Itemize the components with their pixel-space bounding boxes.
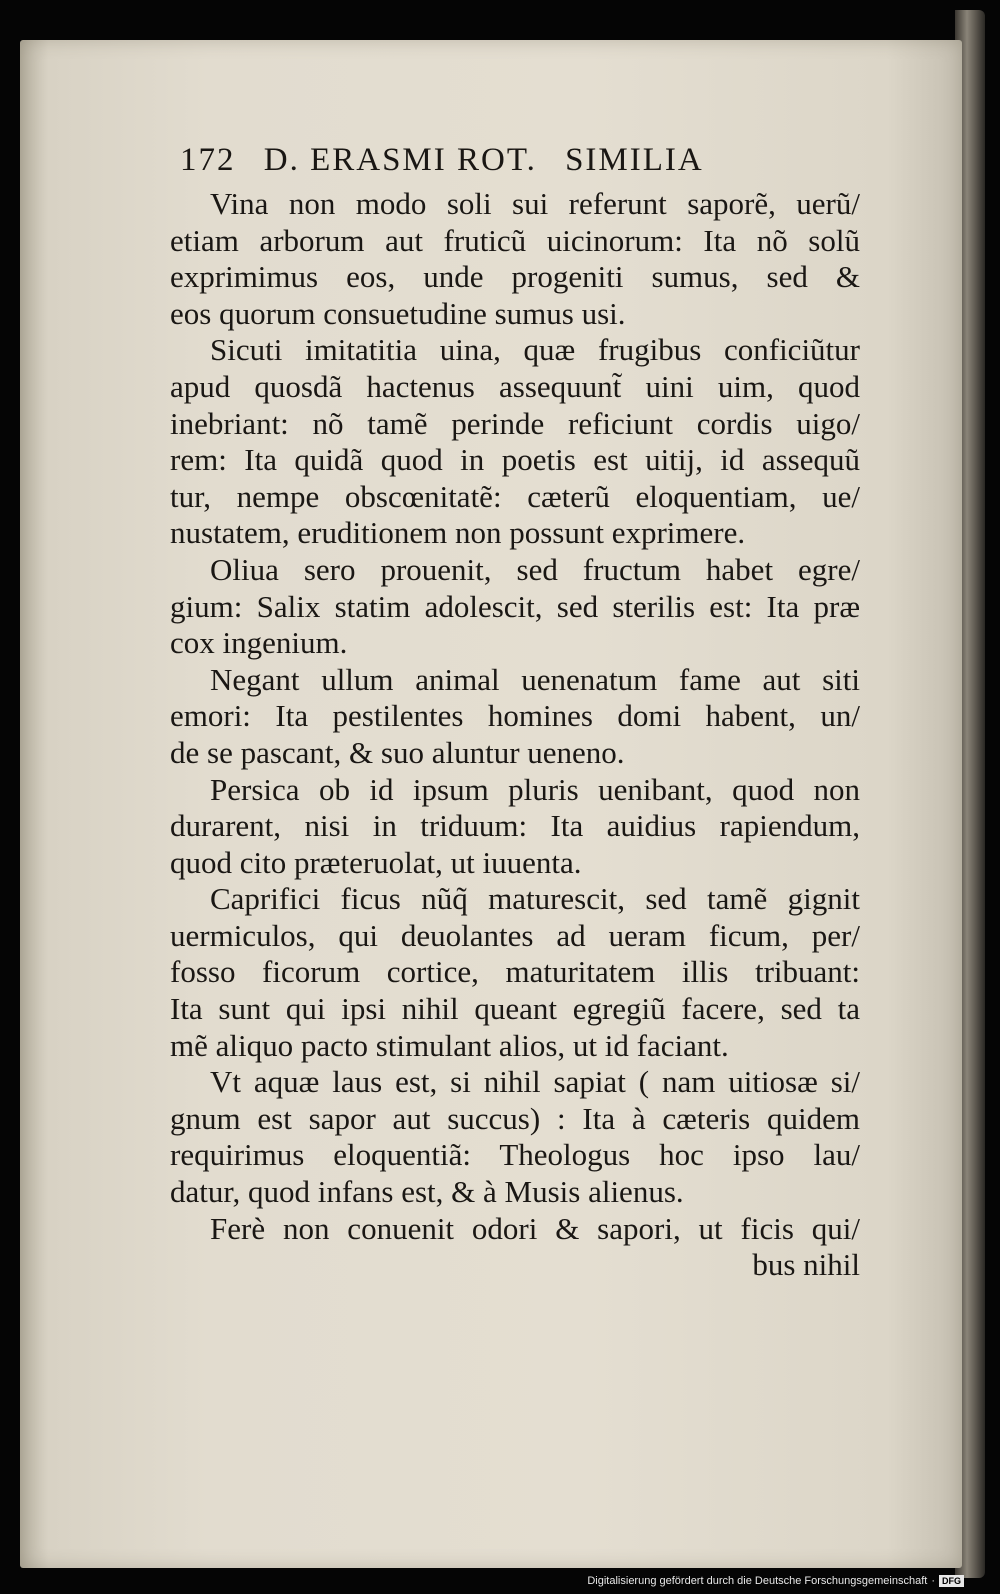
text-line: Caprifici ficus nũq̃ maturescit, sed tamẽ gignit xyxy=(210,881,860,917)
digitization-credit: Digitalisierung gefördert durch die Deutsche Forschungsgemeinschaft · DFG xyxy=(587,1575,964,1587)
text-block xyxy=(170,140,910,1284)
text-line: Persica ob id ipsum pluris uenibant, quod non xyxy=(210,771,860,807)
text-line: emori: Ita pestilentes homines domi habent, un/ xyxy=(170,698,860,734)
text-line: Ita sunt qui ipsi nihil queant egregiũ facere, sed ta xyxy=(170,991,860,1027)
text-line: requirimus eloquentiã: Theologus hoc ipso lau/ xyxy=(170,1137,860,1173)
text-line: gnum est sapor aut succus) : Ita à cæteris quidem xyxy=(170,1100,860,1136)
running-head-author: D. ERASMI ROT. xyxy=(263,142,537,178)
text-line: gium: Salix statim adolescit, sed sterilis est: Ita præ xyxy=(170,588,860,624)
text-line: mẽ aliquo pacto stimulant alios, ut id faciant. xyxy=(170,1027,729,1063)
text-line: tur, nempe obscœnitatẽ: cæterũ eloquentiam, ue/ xyxy=(170,478,860,514)
text-line: inebriant: nõ tamẽ perinde reficiunt cordis uigo/ xyxy=(170,405,860,441)
text-line: Vina non modo soli sui referunt saporẽ, uerũ/ xyxy=(210,186,860,221)
running-header xyxy=(180,140,910,180)
text-line: cox ingenium. xyxy=(170,625,348,661)
text-line: eos quorum consuetudine sumus usi. xyxy=(170,295,626,331)
book-page xyxy=(20,40,962,1568)
text-line: quod cito præteruolat, ut iuuenta. xyxy=(170,844,582,880)
text-line: Oliua sero prouenit, sed fructum habet egre/ xyxy=(210,551,860,587)
text-line: durarent, nisi in triduum: Ita auidius rapiendum, xyxy=(170,808,860,844)
text-line: fosso ficorum cortice, maturitatem illis tribuant: xyxy=(170,954,860,990)
text-line: Negant ullum animal uenenatum fame aut siti xyxy=(210,661,860,697)
text-line: Sicuti imitatitia uina, quæ frugibus conficiũtur xyxy=(210,332,860,368)
catchword: bus nihil xyxy=(752,1247,860,1283)
text-line: Vt aquæ laus est, si nihil sapiat ( nam uitiosæ si/ xyxy=(210,1064,860,1100)
text-line: exprimimus eos, unde progeniti sumus, sed & xyxy=(170,259,860,295)
running-head-title: SIMILIA xyxy=(565,142,704,178)
text-line: datur, quod infans est, & à Musis alienus. xyxy=(170,1174,684,1210)
credit-text: Digitalisierung gefördert durch die Deutsche Forschungsgemeinschaft xyxy=(587,1575,928,1587)
dfg-logo: DFG xyxy=(939,1575,964,1587)
text-line: apud quosdã hactenus assequunt̃ uini uim, quod xyxy=(170,368,860,404)
body-text xyxy=(170,186,910,1247)
text-line: Ferè non conuenit odori & sapori, ut ficis qui/ xyxy=(210,1210,860,1246)
text-line: uermiculos, qui deuolantes ad ueram ficum, per/ xyxy=(170,917,860,953)
page-number: 172 xyxy=(180,142,236,178)
text-line: de se pascant, & suo aluntur ueneno. xyxy=(170,734,625,770)
text-line: etiam arborum aut fruticũ uicinorum: Ita nõ solũ xyxy=(170,222,860,258)
text-line: nustatem, eruditionem non possunt exprimere. xyxy=(170,515,746,551)
text-line: rem: Ita quidã quod in poetis est uitij, id assequũ xyxy=(170,442,860,478)
